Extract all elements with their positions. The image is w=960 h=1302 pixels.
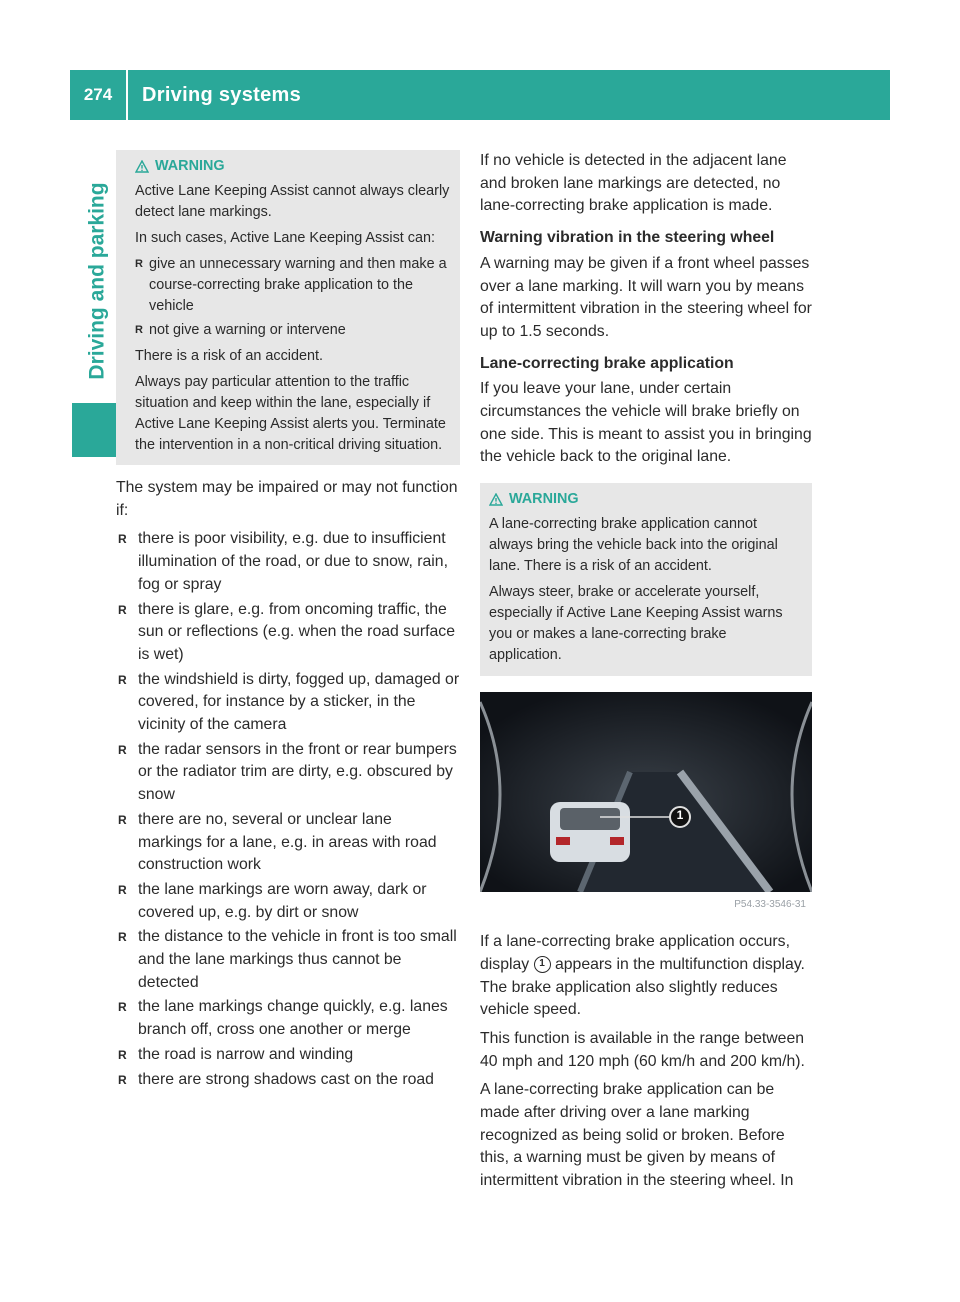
- warning-box: [480, 483, 812, 676]
- section-title: Driving systems: [142, 83, 302, 106]
- body-text: [480, 931, 812, 1193]
- list-item: R there are strong shadows cast on the road: [116, 1069, 460, 1092]
- warning-text: Always pay particular attention to the traffic situation and keep within the lane, especially if Active Lane Keeping Assist alerts you. Terminate the intervention in a non-critical driving situation.: [135, 374, 446, 453]
- paragraph: A lane-correcting brake application can be made after driving over a lane marking recognized as being solid or broken. Before this, a warning must be given by means of intermittent vibration in the steering wheel. In: [480, 1081, 794, 1190]
- warning-title-text: WARNING: [509, 491, 579, 508]
- list-item: R there is poor visibility, e.g. due to insufficient illumination of the road, or due to snow, rain, fog or spray: [116, 528, 460, 596]
- list-item: R the lane markings change quickly, e.g. lanes branch off, cross one another or merge: [116, 996, 460, 1041]
- warning-list-item: R give an unnecessary warning and then make a course-correcting brake application to the vehicle: [135, 254, 450, 317]
- warning-text: In such cases, Active Lane Keeping Assist can:: [135, 230, 435, 246]
- list-item: R the lane markings are worn away, dark or covered up, e.g. by dirt or snow: [116, 879, 460, 924]
- display-symbol: 1: [534, 956, 551, 973]
- paragraph: [480, 931, 812, 1022]
- list-item: R the windshield is dirty, fogged up, damaged or covered, for instance by a sticker, in the vicinity of the camera: [116, 669, 460, 737]
- subheading: Lane-correcting brake application: [480, 354, 734, 372]
- warning-text: Always steer, brake or accelerate yourself, especially if Active Lane Keeping Assist warns you or makes a lane-correcting brake application.: [489, 584, 783, 664]
- body-text: [480, 150, 812, 469]
- warning-text: A lane-correcting brake application cannot always bring the vehicle back into the original lane. There is a risk of an accident.: [489, 516, 778, 575]
- list-item: R the radar sensors in the front or rear bumpers or the radiator trim are dirty, e.g. obscured by snow: [116, 739, 460, 807]
- condition-list: [116, 528, 460, 1091]
- warning-list: [135, 254, 450, 341]
- warning-title: [135, 156, 450, 177]
- page-number: 274: [83, 85, 113, 104]
- header-divider: [126, 70, 128, 120]
- paragraph-part: If a lane-correcting brake application occurs, display: [480, 933, 790, 973]
- paragraph: This function is available in the range between 40 mph and 120 mph (60 km/h and 200 km/h).: [480, 1029, 805, 1070]
- warning-text: Active Lane Keeping Assist cannot always clearly detect lane markings.: [135, 183, 450, 220]
- paragraph-part: appears in the multifunction display. The brake application also slightly reduces vehicle speed.: [480, 955, 805, 1019]
- body-text: [116, 477, 460, 522]
- figure-callout: 1: [676, 808, 684, 823]
- list-item: R there are no, several or unclear lane markings for a lane, e.g. in areas with road construction work: [116, 809, 460, 877]
- warning-triangle-icon: [135, 160, 149, 173]
- warning-box: [116, 150, 460, 465]
- warning-list-item: R not give a warning or intervene: [135, 320, 450, 341]
- warning-title: [489, 489, 803, 510]
- warning-title-text: WARNING: [155, 158, 225, 174]
- paragraph: If no vehicle is detected in the adjacent lane and broken lane markings are detected, no lane-correcting brake application is made.: [480, 152, 787, 215]
- paragraph: The system may be impaired or may not function if:: [116, 479, 458, 519]
- instrument-cluster-figure: [480, 692, 812, 914]
- list-item: R there is glare, e.g. from oncoming traffic, the sun or reflections (e.g. when the road surface is wet): [116, 599, 460, 667]
- left-column: [116, 150, 460, 1093]
- list-item: R the road is narrow and winding: [116, 1044, 460, 1067]
- side-tab-label: Driving and parking: [86, 182, 110, 380]
- subheading: Warning vibration in the steering wheel: [480, 229, 775, 247]
- paragraph: If you leave your lane, under certain circumstances the vehicle will brake briefly on one side. This is meant to assist you in bringing the vehicle back to the original lane.: [480, 380, 812, 466]
- list-item: R the distance to the vehicle in front is too small and the lane markings thus cannot be detected: [116, 926, 460, 994]
- cluster-illustration: [480, 692, 812, 914]
- warning-text: There is a risk of an accident.: [135, 348, 323, 364]
- paragraph: A warning may be given if a front wheel passes over a lane marking. It will warn you by means of intermittent vibration in the steering wheel for up to 1.5 seconds.: [480, 254, 812, 340]
- right-column: [480, 150, 812, 1199]
- warning-triangle-icon: [489, 493, 503, 506]
- figure-reference: P54.33-3546-31: [734, 899, 806, 911]
